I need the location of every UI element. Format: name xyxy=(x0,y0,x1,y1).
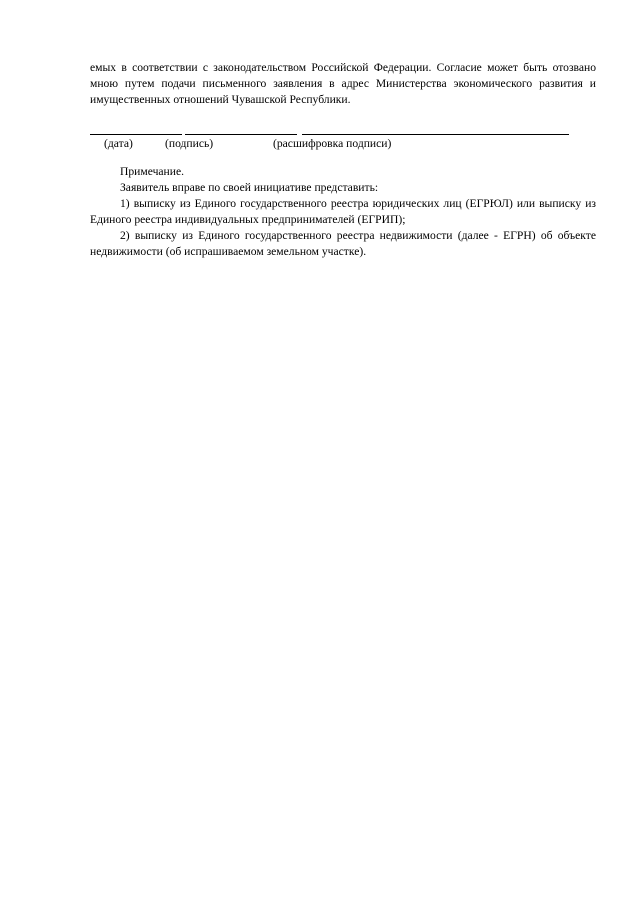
note-intro: Заявитель вправе по своей инициативе представить: xyxy=(120,181,379,194)
signature-captions xyxy=(90,136,570,152)
note-item-2: 2) выписку из Единого государственного реестра недвижимости (далее - ЕГРН) об объекте недвижимости (об испрашиваемом земельном участке). xyxy=(90,229,596,258)
note-heading: Примечание. xyxy=(120,165,184,178)
consent-paragraph: емых в соответствии с законодательством Российской Федерации. Согласие может быть отозвано мною путем подачи письменного заявления в адрес Министерства экономического развития и имущественных отношений Чувашской Республики. xyxy=(90,61,596,106)
date-caption: (дата) xyxy=(104,137,133,150)
name-decryption-line xyxy=(302,134,569,135)
signature-lines xyxy=(90,122,570,136)
signature-line xyxy=(185,134,297,135)
date-line xyxy=(90,134,182,135)
name-decryption-caption: (расшифровка подписи) xyxy=(273,137,392,150)
note-block xyxy=(90,164,596,260)
signature-caption: (подпись) xyxy=(165,137,214,150)
note-item-1: 1) выписку из Единого государственного реестра юридических лиц (ЕГРЮЛ) или выписку из Единого реестра индивидуальных предпринимателей (ЕГРИП); xyxy=(90,197,596,226)
